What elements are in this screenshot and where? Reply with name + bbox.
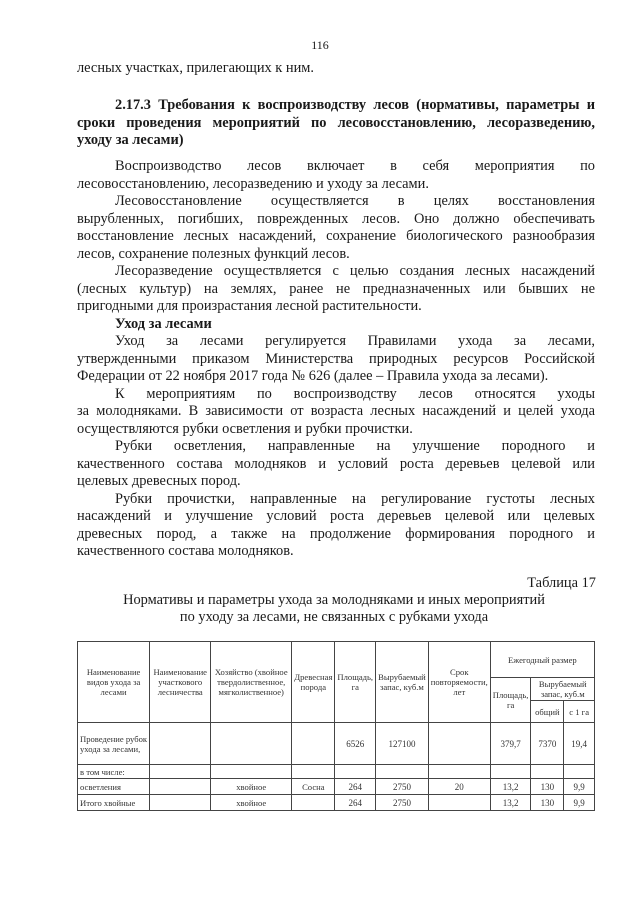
text-line: К мероприятиям по воспроизводству лесов относятся уходы — [115, 385, 595, 402]
cell-farm: хвойное — [211, 779, 292, 795]
header-kind: Наименование видов ухода за лесами — [78, 642, 150, 723]
text-line: вырубленных, погибших, поврежденных лесов. Оно должно обеспечивать — [77, 210, 595, 227]
text-line: Лесовосстановление осуществляется в целях восстановления — [115, 193, 595, 209]
cell-farm — [211, 765, 292, 779]
cell-volume — [376, 765, 429, 779]
heading-line: сроки проведения мероприятий по лесовосстановлению, лесоразведению, — [77, 114, 595, 131]
header-annual-area: Площадь, га — [490, 678, 531, 723]
header-area: Площадь, га — [335, 642, 376, 723]
text-line: древесных пород, а также на продолжение формирования породного и — [77, 525, 595, 542]
heading-line: 2.17.3 Требования к воспроизводству лесов (нормативы, параметры и — [115, 97, 595, 113]
text-line: лесных участках, прилегающих к ним. — [77, 60, 315, 76]
text-line: насаждений и улучшение условий роста деревьев целевой или целевых — [77, 508, 595, 524]
header-annual-volume: Вырубаемый запас, куб.м — [531, 678, 595, 701]
section-heading — [77, 97, 595, 150]
table-title: по уходу за лесами, не связанных с рубками ухода — [179, 609, 489, 625]
table-row — [78, 779, 595, 795]
table-row — [78, 723, 595, 765]
cell-period — [428, 795, 490, 811]
text-line: утвержденными приказом Министерства природных ресурсов Российской — [77, 350, 595, 367]
text-line: пригодными для произрастания лесной растительности. — [77, 298, 422, 314]
text-line: за молодняками. В зависимости от возраста лесных насаждений и целей ухода — [77, 403, 595, 419]
header-per-ha: с 1 га — [564, 701, 595, 723]
cell-species — [292, 765, 335, 779]
cell-forestry — [150, 795, 211, 811]
cell-annual-area — [490, 765, 531, 779]
cell-kind: в том числе: — [78, 765, 150, 779]
header-species: Древесная порода — [292, 642, 335, 723]
text-line: качественного состава молодняков и условий роста деревьев целевой или — [77, 455, 595, 472]
header-farm: Хозяйство (хвойное твердолиственное, мягколиственное) — [211, 642, 292, 723]
cell-period — [428, 723, 490, 765]
heading-line: уходу за лесами) — [77, 132, 184, 148]
body-text — [77, 158, 595, 561]
cell-volume: 127100 — [376, 723, 429, 765]
cell-annual-area: 13,2 — [490, 795, 531, 811]
text-line: Воспроизводство лесов включает в себя мероприятия по — [115, 158, 595, 174]
page-number: 116 — [311, 38, 329, 52]
text-line: Уход за лесами регулируется Правилами ухода за лесами, — [115, 333, 595, 349]
cell-per-ha: 9,9 — [564, 795, 595, 811]
cell-kind: Итого хвойные — [78, 795, 150, 811]
cell-area: 264 — [335, 779, 376, 795]
table-title: Нормативы и параметры ухода за молодняками и иных мероприятий — [123, 592, 545, 608]
text-line: Лесоразведение осуществляется с целью создания лесных насаждений — [115, 263, 595, 279]
table-row — [78, 795, 595, 811]
subheading-care: Уход за лесами — [115, 315, 212, 332]
table-number: Таблица 17 — [527, 575, 596, 591]
cell-species — [292, 795, 335, 811]
cell-area — [335, 765, 376, 779]
cell-farm: хвойное — [211, 795, 292, 811]
cell-per-ha: 19,4 — [564, 723, 595, 765]
cell-total: 130 — [531, 779, 564, 795]
text-line: целевых древесных пород. — [77, 473, 241, 489]
text-line: осуществляются рубки осветления и рубки прочистки. — [77, 420, 413, 437]
cell-per-ha — [564, 765, 595, 779]
cell-annual-area: 13,2 — [490, 779, 531, 795]
cell-farm — [211, 723, 292, 765]
text-line: восстановление лесных насаждений, сохранение биологического разнообразия — [77, 228, 595, 244]
body-text — [77, 60, 595, 78]
cell-volume: 2750 — [376, 779, 429, 795]
cell-area: 6526 — [335, 723, 376, 765]
cell-kind: Проведение рубок ухода за лесами, — [78, 723, 150, 765]
header-volume: Вырубаемый запас, куб.м — [376, 642, 429, 723]
cell-annual-area: 379,7 — [490, 723, 531, 765]
text-line: лесов, сохранение полезных функций лесов. — [77, 245, 350, 262]
header-forestry: Наименование участкового лесничества — [150, 642, 211, 723]
header-annual: Ежегодный размер — [490, 642, 594, 678]
text-line: Рубки осветления, направленные на улучшение породного и — [115, 438, 595, 454]
text-line: Рубки прочистки, направленные на регулирование густоты лесных — [115, 490, 595, 507]
cell-total — [531, 765, 564, 779]
cell-forestry — [150, 765, 211, 779]
cell-kind: осветления — [78, 779, 150, 795]
cell-period: 20 — [428, 779, 490, 795]
text-line: (лесных культур) на землях, ранее не предназначенных или бывших не — [77, 280, 595, 297]
cell-species: Сосна — [292, 779, 335, 795]
text-line: Федерации от 22 ноября 2017 года № 626 (далее – Правила ухода за лесами). — [77, 368, 549, 384]
cell-species — [292, 723, 335, 765]
cell-volume: 2750 — [376, 795, 429, 811]
cell-forestry — [150, 779, 211, 795]
header-period: Срок повторяемости, лет — [428, 642, 490, 723]
cell-per-ha: 9,9 — [564, 779, 595, 795]
cell-area: 264 — [335, 795, 376, 811]
cell-total: 130 — [531, 795, 564, 811]
text-line: лесовосстановлению, лесоразведению и уходу за лесами. — [77, 175, 429, 192]
norms-table — [77, 641, 595, 811]
table-row — [78, 765, 595, 779]
cell-total: 7370 — [531, 723, 564, 765]
cell-forestry — [150, 723, 211, 765]
cell-period — [428, 765, 490, 779]
header-total: общий — [531, 701, 564, 723]
text-line: качественного состава молодняков. — [77, 543, 294, 559]
